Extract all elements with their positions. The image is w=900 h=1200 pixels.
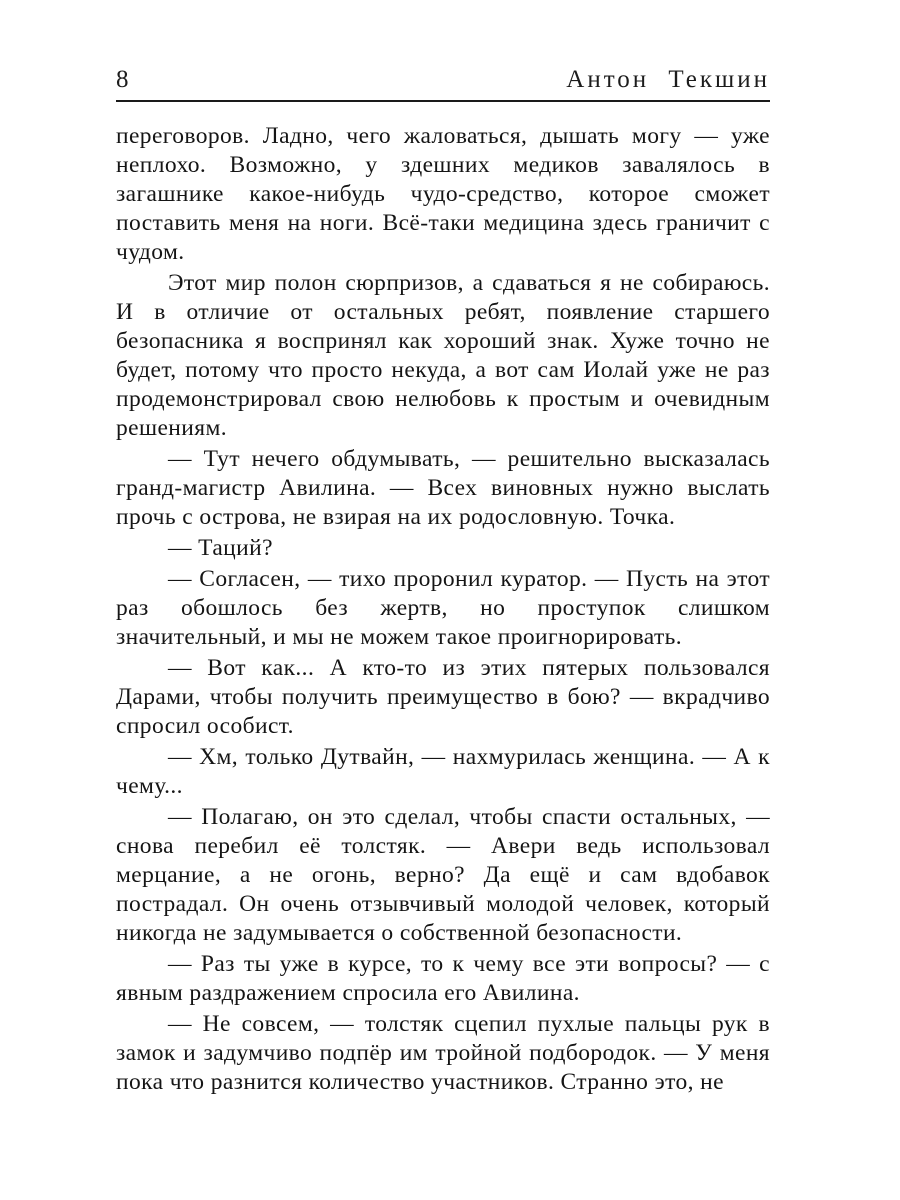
paragraph-5: — Согласен, — тихо проронил куратор. — Пусть на этот раз обошлось без жертв, но проступок слишком значительный, и мы не можем такое проигнорировать. bbox=[116, 566, 770, 650]
paragraph-7: — Хм, только Дутвайн, — нахмурилась женщина. — А к чему... bbox=[116, 744, 770, 799]
paragraph-9: — Раз ты уже в курсе, то к чему все эти вопросы? — с явным раздражением спросила его Авилина. bbox=[116, 951, 770, 1006]
paragraph-10: — Не совсем, — толстяк сцепил пухлые пальцы рук в замок и задумчиво подпёр им тройной подбородок. — У меня пока что разнится количество участников. Странно это, не bbox=[116, 1011, 770, 1095]
author-name: Антон Текшин bbox=[566, 66, 770, 93]
paragraph-1: переговоров. Ладно, чего жаловаться, дышать могу — уже неплохо. Возможно, у здешних медиков завалялось в загашнике какое-нибудь чудо-средство, которое сможет поставить меня на ноги. Всё-таки медицина здесь граничит с чудом. bbox=[116, 123, 770, 265]
paragraph-4: — Таций? bbox=[168, 535, 273, 561]
header-rule bbox=[116, 100, 770, 102]
paragraph-2: Этот мир полон сюрпризов, а сдаваться я не собираюсь. И в отличие от остальных ребят, появление старшего безопасника я воспринял как хороший знак. Хуже точно не будет, потому что просто некуда, а вот сам Иолай уже не раз продемонстрировал свою нелюбовь к простым и очевидным решениям. bbox=[116, 270, 770, 441]
paragraph-8: — Полагаю, он это сделал, чтобы спасти остальных, — снова перебил её толстяк. — Авери ведь использовал мерцание, а не огонь, верно? Да ещё и сам вдобавок пострадал. Он очень отзывчивый молодой человек, который никогда не задумывается о собственной безопасности. bbox=[116, 804, 770, 946]
page-number: 8 bbox=[116, 66, 130, 93]
page-header bbox=[116, 66, 770, 94]
paragraph-6: — Вот как... А кто-то из этих пятерых пользовался Дарами, чтобы получить преимущество в бою? — вкрадчиво спросил особист. bbox=[116, 655, 770, 739]
paragraph-3: — Тут нечего обдумывать, — решительно высказалась гранд-магистр Авилина. — Всех виновных нужно выслать прочь с острова, не взирая на их родословную. Точка. bbox=[116, 446, 770, 530]
page-body bbox=[116, 122, 770, 1097]
